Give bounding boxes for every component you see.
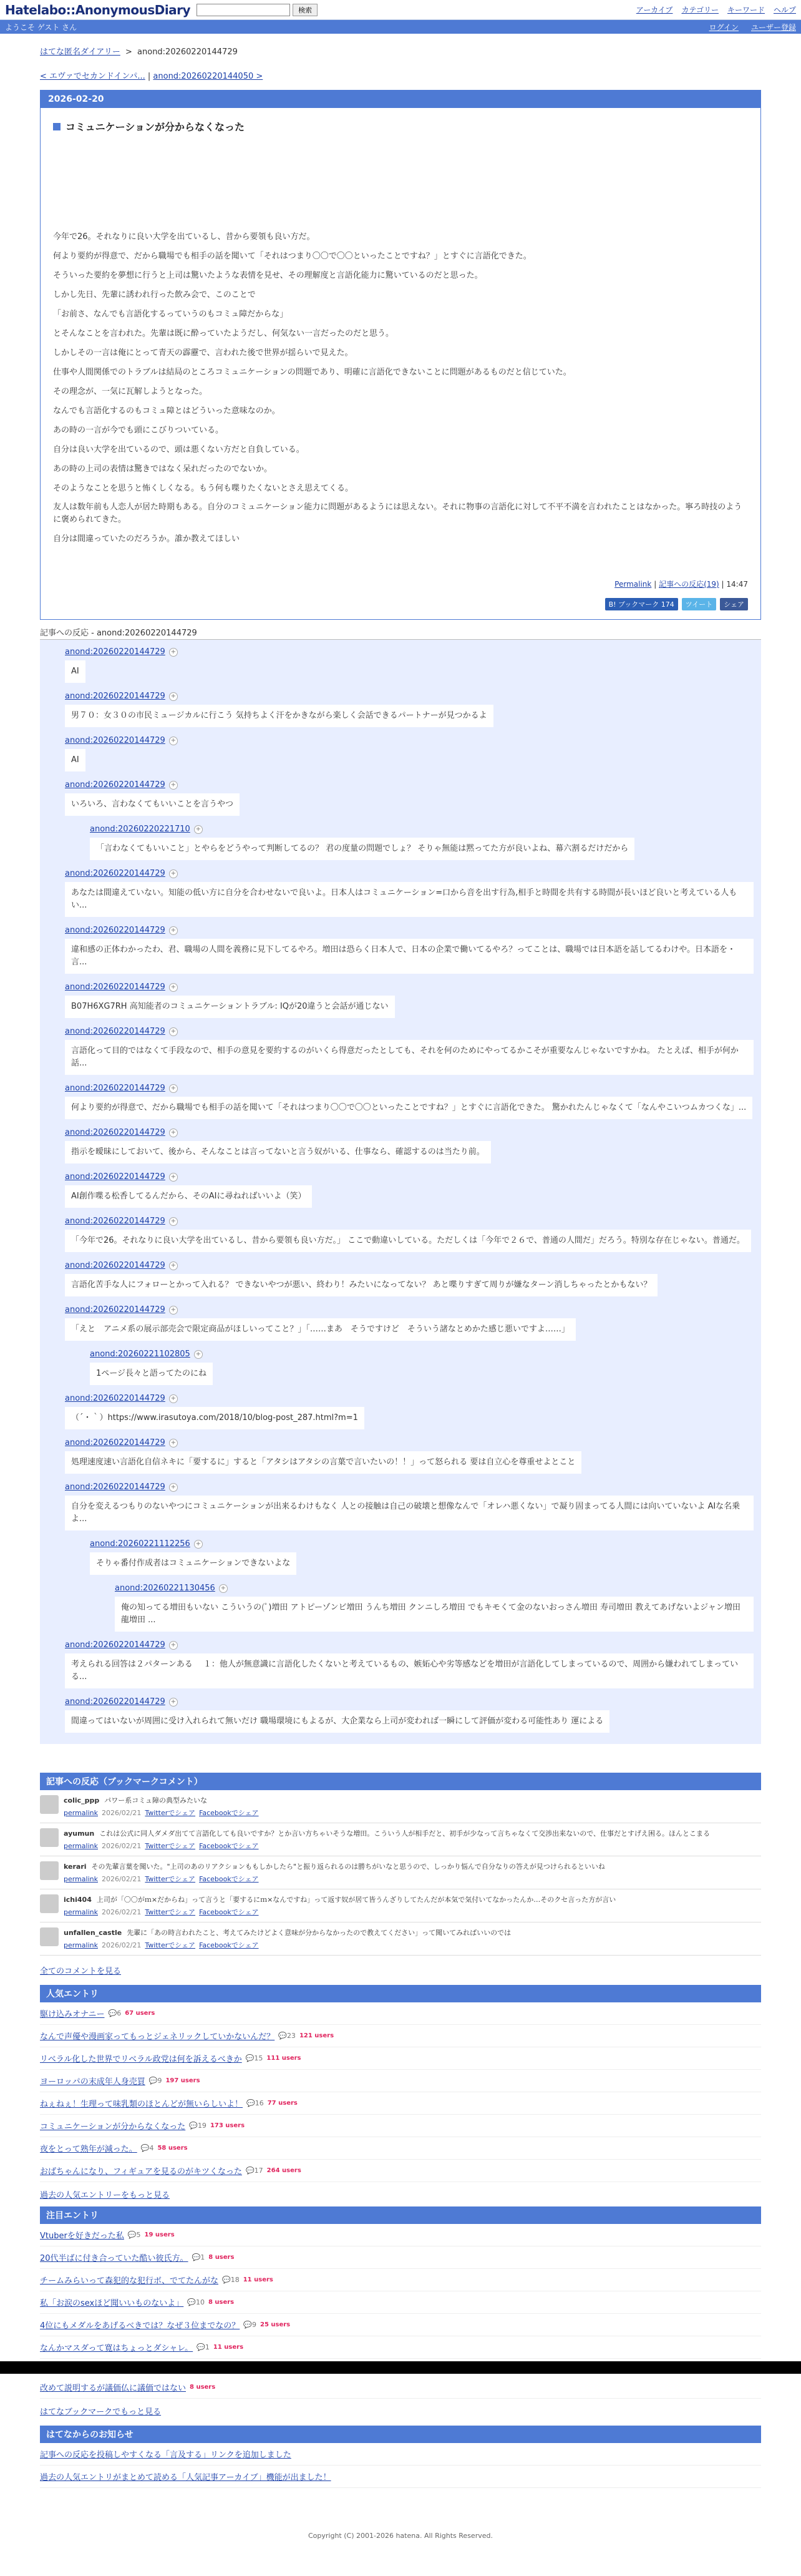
prev-entry-link[interactable]: < エヴァでセカンドインパ... xyxy=(40,72,145,81)
response-link[interactable]: anond:20260220221710 xyxy=(90,825,190,834)
response-header xyxy=(65,647,754,657)
entry-item xyxy=(40,2047,761,2070)
entry-title-link[interactable]: 駆け込みオナニー xyxy=(40,2010,105,2019)
comment-count: 💬6 xyxy=(108,2009,122,2017)
response-header xyxy=(65,736,754,745)
response-link[interactable]: anond:20260220144729 xyxy=(65,1305,165,1315)
response-link[interactable]: anond:20260220144729 xyxy=(65,647,165,657)
comment-count: 💬16 xyxy=(246,2099,264,2107)
response-text: AI xyxy=(65,660,85,683)
expand-icon[interactable]: + xyxy=(169,983,178,992)
article-paragraph: そのようなことを思うと怖くしくなる。もう何も喋りたくないとさえ思えてくる。 xyxy=(53,484,354,493)
entry-item xyxy=(40,2314,761,2336)
bookmark-text: これは公式に同人ダメダ出てて言語化しても良いですか？とか言い方ちゃいそうな増田。こういう人が相手だと、初手が少なって言ちゃなくて交渉出来ないので、仕事だとすげえ困る。ほんとこまる xyxy=(99,1829,710,1838)
response-item xyxy=(90,1349,754,1385)
bookmark-users-badge[interactable]: 8 users xyxy=(190,2384,216,2391)
response-text: 俺の知ってる増田もいない こういうの(ﾟ)増田 アトピーゾンビ増田 うんち増田 クンニしろ増田 でもキモくて金のないおっさん増田 寿司増田 教えてあげないよジャン増田 龍増田 ... xyxy=(115,1597,754,1632)
response-link[interactable]: anond:20260221130456 xyxy=(115,1584,215,1593)
responses-header: 記事への反応 - anond:20260220144729 xyxy=(40,620,761,640)
bookmark-users-badge[interactable]: 11 users xyxy=(213,2344,244,2351)
permalink-link[interactable]: Permalink xyxy=(614,580,652,589)
response-item xyxy=(90,1539,754,1575)
bookmark-facebook-share[interactable]: Facebookでシェア xyxy=(199,1809,259,1817)
bookmark-comment xyxy=(40,1790,761,1823)
response-link[interactable]: anond:20260220144729 xyxy=(65,869,165,878)
comment-count: 💬10 xyxy=(187,2298,205,2306)
article-paragraph: あの時の一言が今でも頭にこびりついている。 xyxy=(53,426,224,435)
bookmark-permalink[interactable]: permalink xyxy=(64,1809,98,1817)
bookmark-text: その先輩言葉を聞いた。"上司のあのリアクションももしかしたら"と振り返られるのは勝ちがいなと思うので、しっかり悩んで自分なりの答えが見つけられるといいね xyxy=(91,1863,605,1871)
title-bullet-icon xyxy=(53,123,61,130)
article-paragraph: しかしその一言は俺にとって青天の霹靂で、言われた後で世界が揺らいで見えた。 xyxy=(53,348,353,358)
response-text: AI xyxy=(65,749,85,771)
response-item xyxy=(65,1697,754,1733)
response-text: （´・｀）https://www.irasutoya.com/2018/10/blog-post_287.html?m=1 xyxy=(65,1407,364,1429)
response-link[interactable]: anond:20260220144729 xyxy=(65,1084,165,1093)
response-link[interactable]: anond:20260221102805 xyxy=(90,1349,190,1359)
tweet-button[interactable]: ツイート xyxy=(682,598,716,610)
comment-count: 💬18 xyxy=(222,2276,240,2284)
expand-icon[interactable]: + xyxy=(169,1217,178,1226)
response-text: いろいろ、言わなくてもいいことを言うやつ xyxy=(65,793,240,816)
bookmark-comment xyxy=(40,1922,761,1956)
response-item xyxy=(65,647,754,683)
bookmark-facebook-share[interactable]: Facebookでシェア xyxy=(199,1908,259,1916)
bookmark-users-badge[interactable]: 11 users xyxy=(243,2276,273,2283)
response-header xyxy=(65,1084,754,1093)
nav-category[interactable]: カテゴリー xyxy=(681,6,719,14)
article-paragraph: 仕事や人間関係でのトラブルは結局のところコミュニケーションの問題であり、明確に言語化できないことに問題があるものだと信じていた。 xyxy=(53,368,571,377)
bookmark-users-badge[interactable]: 8 users xyxy=(208,2254,235,2261)
entry-title-link[interactable]: 4位にもメダルをあげるべきでは？なぜ３位までなの？ xyxy=(40,2321,240,2331)
response-link[interactable]: anond:20260220144729 xyxy=(65,1438,165,1447)
expand-icon[interactable]: + xyxy=(194,1540,203,1549)
bookmark-date: 2026/02/21 xyxy=(102,1941,142,1949)
bookmark-user[interactable]: unfallen_castle xyxy=(64,1929,122,1937)
entry-item xyxy=(40,2376,761,2399)
comment-count: 💬19 xyxy=(189,2122,206,2130)
entry-item xyxy=(40,2291,761,2314)
article-paragraph: 今年で26。それなりに良い大学を出ているし、昔から要領も良い方だ。 xyxy=(53,232,315,242)
entry-title-link[interactable]: 夜をとって熟年が減った。 xyxy=(40,2145,137,2154)
hot-entries-list xyxy=(40,2224,761,2399)
entry-title-link[interactable]: チームみらいって森犯的な犯行ボ、でてたんがな xyxy=(40,2276,219,2286)
response-item xyxy=(65,736,754,771)
comment-count: 💬5 xyxy=(127,2231,141,2239)
entry-item xyxy=(40,2070,761,2092)
response-text: 「言わなくてもいいこと」とやらをどうやって判断してるの？ 君の度量の問題でしょ？ そりゃ無能は黙ってた方が良いよね、幕六割るだけだから xyxy=(90,838,634,860)
response-link[interactable]: anond:20260221112256 xyxy=(90,1539,190,1549)
site-logo[interactable]: Hatelabo::AnonymousDiary xyxy=(5,2,191,17)
article-meta xyxy=(41,549,760,589)
bookmark-comment xyxy=(40,1823,761,1856)
bookmark-users-badge[interactable]: 19 users xyxy=(144,2231,175,2238)
article-paragraph: 「お前さ、なんでも言語化するっていうのもコミュ障だからな」 xyxy=(53,310,288,319)
bookmark-users-badge[interactable]: 111 users xyxy=(266,2055,301,2062)
response-link[interactable]: anond:20260220144729 xyxy=(65,1172,165,1182)
response-header xyxy=(65,780,754,790)
article-paragraph: 自分は良い大学を出ているので、頭は悪くない方だと自負している。 xyxy=(53,445,304,454)
entry-title-link[interactable]: なんかマスダって寛はちょっとダシャレ。 xyxy=(40,2344,193,2353)
expand-icon[interactable]: + xyxy=(169,1173,178,1182)
entry-title-link[interactable]: 20代半ばに付き合っていた酷い彼氏方。 xyxy=(40,2254,188,2263)
response-link[interactable]: anond:20260220144729 xyxy=(65,1482,165,1492)
avatar[interactable] xyxy=(40,1828,59,1847)
search-input[interactable] xyxy=(197,4,290,16)
entry-item xyxy=(40,2137,761,2160)
response-header xyxy=(90,1349,754,1359)
top-bar xyxy=(0,0,801,20)
entry-item xyxy=(40,2002,761,2025)
popular-entries-header: 人気エントリ xyxy=(40,1985,761,2002)
response-text: 言語化って目的ではなくて手段なので、相手の意見を要約するのがいくら得意だったとしても、それを何のためにやってるかこそが重要なんじゃないですかね。 たとえば、相手が何か話... xyxy=(65,1040,754,1075)
expand-icon[interactable]: + xyxy=(169,1306,178,1315)
comment-count: 💬9 xyxy=(243,2321,256,2329)
response-item xyxy=(65,1482,754,1530)
expand-icon[interactable]: + xyxy=(169,737,178,745)
response-header xyxy=(65,926,754,935)
bookmark-user[interactable]: colic_ppp xyxy=(64,1796,100,1805)
search-button[interactable]: 検索 xyxy=(293,4,318,16)
expand-icon[interactable]: + xyxy=(169,648,178,657)
avatar[interactable] xyxy=(40,1927,59,1946)
entry-item xyxy=(40,2115,761,2137)
entry-title-link[interactable]: 私「お涙のsexほど聞いいものないよ」 xyxy=(40,2299,184,2308)
response-text: 指示を曖昧にしておいて、後から、そんなことは言ってないと言う奴がいる、仕事なら、確認するのは当たり前。 xyxy=(65,1141,491,1163)
entry-title-link[interactable]: おばちゃんになり、フィギュアを見るのがキツくなった xyxy=(40,2167,242,2177)
article-paragraph: しかし先日、先輩に誘われ行った飲み会で、このことで xyxy=(53,290,256,300)
response-link[interactable]: anond:20260220144729 xyxy=(65,1640,165,1650)
bookmark-twitter-share[interactable]: Twitterでシェア xyxy=(145,1809,196,1817)
meta-separator: | xyxy=(654,580,657,589)
entry-title-link[interactable]: 改めて説明するが議価仏に議価ではない xyxy=(40,2384,187,2393)
bookmark-facebook-share[interactable]: Facebookでシェア xyxy=(199,1842,259,1850)
response-header xyxy=(65,982,754,992)
bookmark-users-badge[interactable]: 173 users xyxy=(210,2122,245,2129)
response-item xyxy=(65,869,754,917)
bookmark-date: 2026/02/21 xyxy=(102,1875,142,1883)
response-header xyxy=(65,1640,754,1650)
notice-link[interactable]: 記事への反応を投稿しやすくなる「言及する」リンクを追加しました xyxy=(40,2451,291,2460)
breadcrumb-home[interactable]: はてな匿名ダイアリー xyxy=(40,47,120,57)
response-header xyxy=(65,1394,754,1403)
bookmark-users-badge[interactable]: 25 users xyxy=(260,2321,291,2328)
expand-icon[interactable]: + xyxy=(169,926,178,935)
post-time: 14:47 xyxy=(726,580,748,589)
expand-icon[interactable]: + xyxy=(169,781,178,790)
response-item xyxy=(115,1584,754,1632)
entry-title-link[interactable]: コミュニケーションが分からなくなった xyxy=(40,2122,186,2132)
response-item xyxy=(65,982,754,1018)
entry-title-link[interactable]: ねぇねぇ！生理って味乳類のほとんどが無いらしいよ！ xyxy=(40,2100,243,2109)
bookmark-twitter-share[interactable]: Twitterでシェア xyxy=(145,1842,196,1850)
response-text: 1ページ長々と語ってたのにね xyxy=(90,1363,213,1385)
register-link[interactable]: ユーザー登録 xyxy=(750,22,796,32)
response-header xyxy=(65,1438,754,1447)
popular-entries-list xyxy=(40,2002,761,2182)
response-link[interactable]: anond:20260220144729 xyxy=(65,780,165,790)
response-header xyxy=(65,1697,754,1707)
response-item xyxy=(65,780,754,816)
notice-link[interactable]: 過去の人気エントリがまとめて読める「人気記事アーカイブ」機能が出ました！ xyxy=(40,2473,331,2482)
response-text: 自分を変えるつもりのないやつにコミュニケーションが出来るわけもなく 人との接触は自己の破壊と想像なんで「オレハ悪くない」で凝り固まってる人間には向いていないよ AIな名乗よ... xyxy=(65,1496,754,1530)
top-nav xyxy=(636,4,796,15)
entry-item xyxy=(40,2224,761,2246)
response-text: 処理速度速い言語化自信ネキに「要するに」すると「アタシはアタシの言葉で言いたいの！！」って怒られる 要は自立心を尊重せよとこと xyxy=(65,1451,581,1474)
response-link[interactable]: anond:20260220144729 xyxy=(65,1217,165,1226)
response-text: 「今年で26。それなりに良い大学を出ているし、昔から要領も良い方だ。」 ここで動違いしている。ただしくは「今年で２６で、普通の人間だ」だろう。特別な存在じゃない。普通だ。 xyxy=(65,1230,751,1252)
response-text: 考えられる回答は２パターンある １：他人が無意識に言語化したくないと考えているもの、嫉妬心や劣等感などを増田が言語化してしまっているので、周囲から嫌われてしまっている... xyxy=(65,1653,754,1688)
response-item xyxy=(65,1128,754,1163)
bookmark-text: 上司が「〇〇がｍ×だからね」って言うと「要するにｍ×なんですね」って返す奴が居て皆うんざりしてたんだが本気で気付いてなかったんか…そのクセ言った方が言い xyxy=(96,1896,616,1904)
response-header xyxy=(65,692,754,701)
response-text: そりゃ番付作成者はコミュニケーションできないよな xyxy=(90,1552,296,1575)
comment-count: 💬1 xyxy=(197,2343,210,2351)
bookmark-facebook-share[interactable]: Facebookでシェア xyxy=(199,1875,259,1883)
expand-icon[interactable]: + xyxy=(219,1584,228,1593)
response-link[interactable]: anond:20260220144729 xyxy=(65,1027,165,1036)
bookmark-users-badge[interactable]: 67 users xyxy=(125,2010,155,2017)
article-title xyxy=(41,108,760,134)
entry-item xyxy=(40,2025,761,2047)
response-item xyxy=(65,1640,754,1688)
comment-count: 💬15 xyxy=(245,2054,263,2062)
bookmark-user[interactable]: ayumun xyxy=(64,1829,95,1838)
responses-list xyxy=(40,640,761,1744)
entry-item xyxy=(40,2246,761,2269)
article-body xyxy=(41,134,760,549)
response-item xyxy=(65,926,754,974)
response-link[interactable]: anond:20260220144729 xyxy=(65,692,165,701)
entry-title-link[interactable]: なんで声優や漫画家ってもっとジェネリックしていかないんだ？ xyxy=(40,2032,275,2042)
expand-icon[interactable]: + xyxy=(169,692,178,701)
article-paragraph: 友人は数年前も人恋人が居た時期もある。自分のコミュニケーション能力に問題があるようには思えない。それに物事の言語化に対して不平不満を言われたことはなかった。寧ろ時技のように褒められてきた。 xyxy=(53,502,742,524)
expand-icon[interactable]: + xyxy=(169,1483,178,1492)
bookmark-twitter-share[interactable]: Twitterでシェア xyxy=(145,1941,196,1949)
article-paragraph: なんでも言語化するのもコミュ障とはどういった意味なのか。 xyxy=(53,406,280,416)
expand-icon[interactable]: + xyxy=(169,1439,178,1447)
response-link[interactable]: anond:20260220144729 xyxy=(65,1261,165,1270)
response-text: B07H6XG7RH 高知能者のコミュニケーショントラブル: IQが20違うと会話が通じない xyxy=(65,996,395,1018)
overlay-bar xyxy=(0,2361,801,2374)
bookmark-users-badge[interactable]: 8 users xyxy=(208,2299,235,2306)
article-paragraph: 自分は間違っていたのだろうか。誰か教えてほしい xyxy=(53,534,240,544)
bookmark-comments-list xyxy=(40,1790,761,1956)
article-paragraph: 何より要約が得意で、だから職場でも相手の話を聞いて「それはつまり〇〇で〇〇といったことですね？」とすぐに言語化できた。 xyxy=(53,252,532,261)
expand-icon[interactable]: + xyxy=(169,1641,178,1650)
reactions-link[interactable]: 記事への反応(19) xyxy=(659,580,719,589)
hot-more-link[interactable]: はてなブックマークでもっと見る xyxy=(40,2407,162,2417)
response-link[interactable]: anond:20260220144729 xyxy=(65,1697,165,1707)
expand-icon[interactable]: + xyxy=(194,1350,203,1359)
all-comments-link[interactable]: 全てのコメントを見る xyxy=(40,1967,122,1976)
entry-item xyxy=(40,2269,761,2291)
response-item xyxy=(65,1305,754,1341)
hatena-bookmark-button[interactable]: B! ブックマーク 174 xyxy=(605,598,678,610)
entry-item xyxy=(40,2092,761,2115)
bookmark-users-badge[interactable]: 264 users xyxy=(266,2167,301,2174)
response-link[interactable]: anond:20260220144729 xyxy=(65,736,165,745)
bookmark-comments-header: 記事への反応（ブックマークコメント） xyxy=(40,1773,761,1790)
bookmark-users-badge[interactable]: 77 users xyxy=(267,2100,298,2107)
avatar[interactable] xyxy=(40,1894,59,1913)
meta-separator: | xyxy=(721,580,724,589)
share-buttons xyxy=(41,589,760,619)
article-date: 2026-02-20 xyxy=(41,90,760,108)
expand-icon[interactable]: + xyxy=(169,1698,178,1707)
article-paragraph: そういった要約を夢想に行うと上司は驚いたような表情を見せ、その理解度と言語化能力に驚いているのだと思った。 xyxy=(53,271,483,280)
breadcrumb xyxy=(40,34,761,63)
bookmark-permalink[interactable]: permalink xyxy=(64,1908,98,1916)
response-text: 何より要約が得意で、だから職場でも相手の話を聞いて「それはつまり〇〇で〇〇といったことですね？」とすぐに言語化できた。 驚かれたんじゃなくて「なんやこいつムカつくな」... xyxy=(65,1097,752,1119)
expand-icon[interactable]: + xyxy=(169,1129,178,1137)
avatar[interactable] xyxy=(40,1795,59,1814)
prev-next-nav xyxy=(40,63,761,90)
comment-count: 💬4 xyxy=(140,2144,154,2152)
response-item xyxy=(90,825,754,860)
response-header xyxy=(65,1172,754,1182)
bookmark-user[interactable]: kerari xyxy=(64,1863,87,1871)
bookmark-users-badge[interactable]: 121 users xyxy=(299,2032,334,2039)
response-link[interactable]: anond:20260220144729 xyxy=(65,1128,165,1137)
breadcrumb-current: anond:20260220144729 xyxy=(137,47,238,57)
comment-count: 💬9 xyxy=(148,2077,162,2085)
expand-icon[interactable]: + xyxy=(169,1027,178,1036)
bookmark-permalink[interactable]: permalink xyxy=(64,1842,98,1850)
article-title-text: コミュニケーションが分からなくなった xyxy=(66,121,245,133)
response-text: 「えと アニメ系の展示部売会で限定商品がほしいってこと？」「……まあ そうですけど そういう諸なとめかた感じ悪いですよ……」 xyxy=(65,1318,576,1341)
welcome-bar xyxy=(0,20,801,34)
response-link[interactable]: anond:20260220144729 xyxy=(65,1394,165,1403)
login-link[interactable]: ログイン xyxy=(709,22,739,32)
expand-icon[interactable]: + xyxy=(169,1261,178,1270)
notices-header: はてなからのお知らせ xyxy=(40,2426,761,2443)
bookmark-user[interactable]: ichi404 xyxy=(64,1896,92,1904)
popular-more-link[interactable]: 過去の人気エントリーをもっと見る xyxy=(40,2191,170,2200)
response-header xyxy=(115,1584,754,1593)
response-item xyxy=(65,1217,754,1252)
bookmark-date: 2026/02/21 xyxy=(102,1842,142,1850)
bookmark-text: 先輩に「あの時言われたこと、考えてみたけどよく意味が分からなかったので教えてください」って聞いてみればいいのでは xyxy=(127,1929,512,1937)
response-header xyxy=(65,1305,754,1315)
response-item xyxy=(65,692,754,727)
expand-icon[interactable]: + xyxy=(169,1394,178,1403)
response-header xyxy=(90,1539,754,1549)
entry-item xyxy=(40,2336,761,2359)
facebook-share-button[interactable]: シェア xyxy=(720,598,748,610)
article-paragraph: とそんなことを言われた。先輩は既に酔っていたようだし、何気ない一言だったのだと思う。 xyxy=(53,329,394,338)
response-text: あなたは間違えていない。知能の低い方に自分を合わせないで良いよ。日本人はコミュニケーション=口から音を出す行為,相手と時間を共有する時間が長いほど良いと考えている人もい... xyxy=(65,882,754,917)
bookmark-users-badge[interactable]: 58 users xyxy=(157,2145,188,2152)
response-text: AI創作喋る松香してるんだから、そのAIに尋ねればいいよ（笑） xyxy=(65,1185,312,1208)
nav-keyword[interactable]: キーワード xyxy=(727,6,765,14)
nav-archive[interactable]: アーカイブ xyxy=(636,6,673,14)
bookmark-text: パワー系コミュ障の典型みたいな xyxy=(104,1796,208,1805)
bookmark-permalink[interactable]: permalink xyxy=(64,1941,98,1949)
bookmark-date: 2026/02/21 xyxy=(102,1809,142,1817)
expand-icon[interactable]: + xyxy=(169,869,178,878)
bookmark-comment xyxy=(40,1889,761,1922)
response-item xyxy=(65,1027,754,1075)
response-header xyxy=(65,1261,754,1270)
expand-icon[interactable]: + xyxy=(194,825,203,834)
article xyxy=(40,90,761,620)
entry-title-link[interactable]: ヨーロッパの末成年人身売買 xyxy=(40,2077,145,2087)
prev-next-separator: | xyxy=(147,72,151,81)
bookmark-users-badge[interactable]: 197 users xyxy=(165,2077,200,2084)
response-item xyxy=(65,1394,754,1429)
nav-help[interactable]: ヘルプ xyxy=(773,6,796,14)
bookmark-twitter-share[interactable]: Twitterでシェア xyxy=(145,1908,196,1916)
avatar[interactable] xyxy=(40,1861,59,1880)
hot-entries-header: 注目エントリ xyxy=(40,2206,761,2224)
article-paragraph: その理念が、一気に瓦解しようとなった。 xyxy=(53,387,208,396)
entry-title-link[interactable]: リベラル化した世界でリベラル政党は何を訴えるべきか xyxy=(40,2055,242,2064)
comment-count: 💬1 xyxy=(192,2253,205,2261)
bookmark-date: 2026/02/21 xyxy=(102,1908,142,1916)
bookmark-twitter-share[interactable]: Twitterでシェア xyxy=(145,1875,196,1883)
bookmark-comment xyxy=(40,1856,761,1889)
response-item xyxy=(65,1172,754,1208)
response-text: 男７０：女３０の市民ミュージカルに行こう 気持ちよく汗をかきながら楽しく会話できるパートナーが見つかるよ xyxy=(65,705,493,727)
entry-title-link[interactable]: Vtuberを好きだった私 xyxy=(40,2231,124,2241)
article-paragraph: あの時の上司の表情は驚きではなく呆れだったのでないか。 xyxy=(53,464,273,474)
response-item xyxy=(65,1438,754,1474)
response-header xyxy=(65,1482,754,1492)
bookmark-permalink[interactable]: permalink xyxy=(64,1875,98,1883)
response-link[interactable]: anond:20260220144729 xyxy=(65,982,165,992)
response-link[interactable]: anond:20260220144729 xyxy=(65,926,165,935)
next-entry-link[interactable]: anond:20260220144050 > xyxy=(153,72,263,81)
response-header xyxy=(90,825,754,834)
bookmark-facebook-share[interactable]: Facebookでシェア xyxy=(199,1941,259,1949)
comment-count: 💬23 xyxy=(278,2032,296,2040)
response-header xyxy=(65,1217,754,1226)
response-item xyxy=(65,1084,754,1119)
comment-count: 💬17 xyxy=(245,2167,263,2175)
breadcrumb-separator: > xyxy=(125,47,132,57)
response-text: 言語化苦手な人にフォローとかって入れる？ できないやつが悪い、終わり！みたいになってない？ あと喋りすぎて周りが嫌なターン消しちゃったとかもない？ xyxy=(65,1274,658,1296)
footer: Copyright (C) 2001-2026 hatena. All Rights Reserved. xyxy=(308,2532,493,2540)
response-header xyxy=(65,1128,754,1137)
response-header xyxy=(65,1027,754,1036)
response-text: 違和感の正体わかったわ、君、職場の人間を義務に見下してるやろ。増田は恐らく日本人で、日本の企業で働いてるやろ？ってことは、職場では日本語を話してるわけや。日本語を・言... xyxy=(65,939,754,974)
entry-item xyxy=(40,2160,761,2182)
response-header xyxy=(65,869,754,878)
welcome-text: ようこそ ゲスト さん xyxy=(5,22,77,32)
response-text: 間違ってはいないが周囲に受け入れられて無いだけ 職場環境にもよるが、大企業なら上司が変われば一瞬にして評価が変わる可能性あり 運による xyxy=(65,1710,609,1733)
expand-icon[interactable]: + xyxy=(169,1084,178,1093)
response-item xyxy=(65,1261,754,1296)
